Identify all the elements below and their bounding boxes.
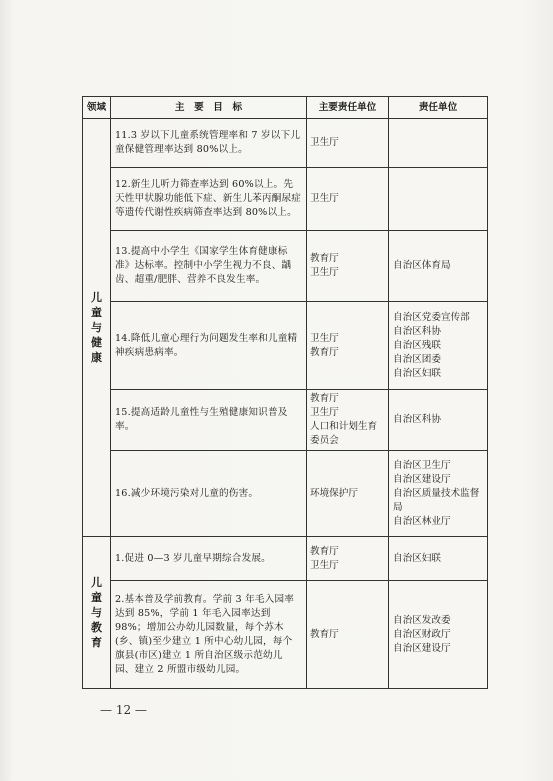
lead-unit-cell <box>307 119 389 168</box>
domain-char: 儿 <box>91 576 102 589</box>
goal-cell: 2.基本普及学前教育。学前 3 年毛入园率达到 85%，学前 1 年毛入园率达到 98%；增加公办幼儿园数量，每个苏木(乡、镇)至少建立 1 所中心幼儿园，每个旗县(市区)建立 1 所自治区级示范幼儿园、建立 2 所盟市级幼儿园。 <box>111 581 307 689</box>
lead-unit: 人口和计划生育委员会 <box>310 421 378 446</box>
lead-unit: 卫生厅 <box>310 137 339 148</box>
responsible-unit-cell <box>389 231 488 302</box>
responsible-unit: 自治区建设厅 <box>393 642 451 654</box>
domain-char: 育 <box>91 636 102 649</box>
lead-unit: 教育厅 <box>310 545 339 557</box>
responsible-unit: 自治区妇联 <box>393 552 441 564</box>
domain-char: 童 <box>91 591 102 604</box>
responsible-unit: 自治区林业厅 <box>393 515 451 527</box>
domain-char: 儿 <box>91 291 102 304</box>
goal-cell: 1.促进 0—3 岁儿童早期综合发展。 <box>111 537 307 581</box>
lead-unit: 环境保护厅 <box>310 487 358 499</box>
table-row <box>83 168 488 231</box>
responsible-unit: 自治区妇联 <box>393 367 441 379</box>
lead-unit-cell <box>307 390 389 451</box>
header-domain: 领域 <box>83 97 111 119</box>
goal-cell: 15.提高适龄儿童性与生殖健康知识普及率。 <box>111 390 307 451</box>
responsible-unit: 自治区科协 <box>393 414 441 425</box>
goals-table <box>82 96 488 689</box>
lead-unit: 卫生厅 <box>310 407 339 418</box>
lead-unit-cell <box>307 302 389 390</box>
goal-cell: 11.3 岁以下儿童系统管理率和 7 岁以下儿童保健管理率达到 80%以上。 <box>111 119 307 168</box>
responsible-unit: 自治区质量技术监督局 <box>393 487 480 513</box>
table-row <box>83 302 488 390</box>
responsible-unit-cell <box>389 302 488 390</box>
responsible-unit: 自治区建设厅 <box>393 473 451 485</box>
table-row <box>83 537 488 581</box>
lead-unit-cell <box>307 451 389 537</box>
table-header-row <box>83 97 488 119</box>
lead-unit: 卫生厅 <box>310 267 339 278</box>
responsible-unit-cell <box>389 451 488 537</box>
table-row <box>83 119 488 168</box>
domain-char: 教 <box>91 621 102 634</box>
goal-cell: 13.提高中小学生《国家学生体育健康标准》达标率。控制中小学生视力不良、龋齿、超重/肥胖、营养不良发生率。 <box>111 231 307 302</box>
header-responsible-unit: 责任单位 <box>389 97 488 119</box>
table-row <box>83 231 488 302</box>
goal-cell: 12.新生儿听力筛查率达到 60%以上。先天性甲状腺功能低下症、新生儿苯丙酮尿症等遗传代谢性疾病筛查率达到 80%以上。 <box>111 168 307 231</box>
responsible-unit: 自治区体育局 <box>393 260 451 271</box>
table-row <box>83 581 488 689</box>
responsible-unit: 自治区科协 <box>393 325 441 337</box>
domain-char: 康 <box>91 351 102 364</box>
table-row <box>83 390 488 451</box>
responsible-unit-cell <box>389 119 488 168</box>
domain-char: 健 <box>91 336 102 349</box>
header-goal: 主 要 目 标 <box>111 97 307 119</box>
responsible-unit-cell <box>389 581 488 689</box>
header-lead-unit: 主要责任单位 <box>307 97 389 119</box>
domain-char: 与 <box>91 606 102 619</box>
responsible-unit-cell <box>389 390 488 451</box>
lead-unit: 卫生厅 <box>310 193 339 204</box>
responsible-unit-cell <box>389 168 488 231</box>
responsible-unit: 自治区团委 <box>393 353 441 365</box>
domain-char: 童 <box>91 306 102 319</box>
goal-cell: 14.降低儿童心理行为问题发生率和儿童精神疾病患病率。 <box>111 302 307 390</box>
lead-unit: 教育厅 <box>310 346 339 358</box>
responsible-unit-cell <box>389 537 488 581</box>
responsible-unit: 自治区财政厅 <box>393 628 451 640</box>
domain-char: 与 <box>91 321 102 334</box>
responsible-unit: 自治区发改委 <box>393 614 451 626</box>
lead-unit: 卫生厅 <box>310 559 339 571</box>
responsible-unit: 自治区卫生厅 <box>393 459 451 471</box>
lead-unit-cell <box>307 168 389 231</box>
domain-cell <box>83 119 111 537</box>
domain-cell <box>83 537 111 689</box>
table-row <box>83 451 488 537</box>
lead-unit: 卫生厅 <box>310 332 339 344</box>
lead-unit-cell <box>307 231 389 302</box>
lead-unit-cell <box>307 537 389 581</box>
page-number: — 12 — <box>100 703 147 717</box>
lead-unit: 教育厅 <box>310 628 339 640</box>
lead-unit: 教育厅 <box>310 393 339 404</box>
lead-unit: 教育厅 <box>310 253 339 264</box>
responsible-unit: 自治区党委宣传部 <box>393 311 470 323</box>
goal-cell: 16.减少环境污染对儿童的伤害。 <box>111 451 307 537</box>
lead-unit-cell <box>307 581 389 689</box>
responsible-unit: 自治区残联 <box>393 339 441 351</box>
